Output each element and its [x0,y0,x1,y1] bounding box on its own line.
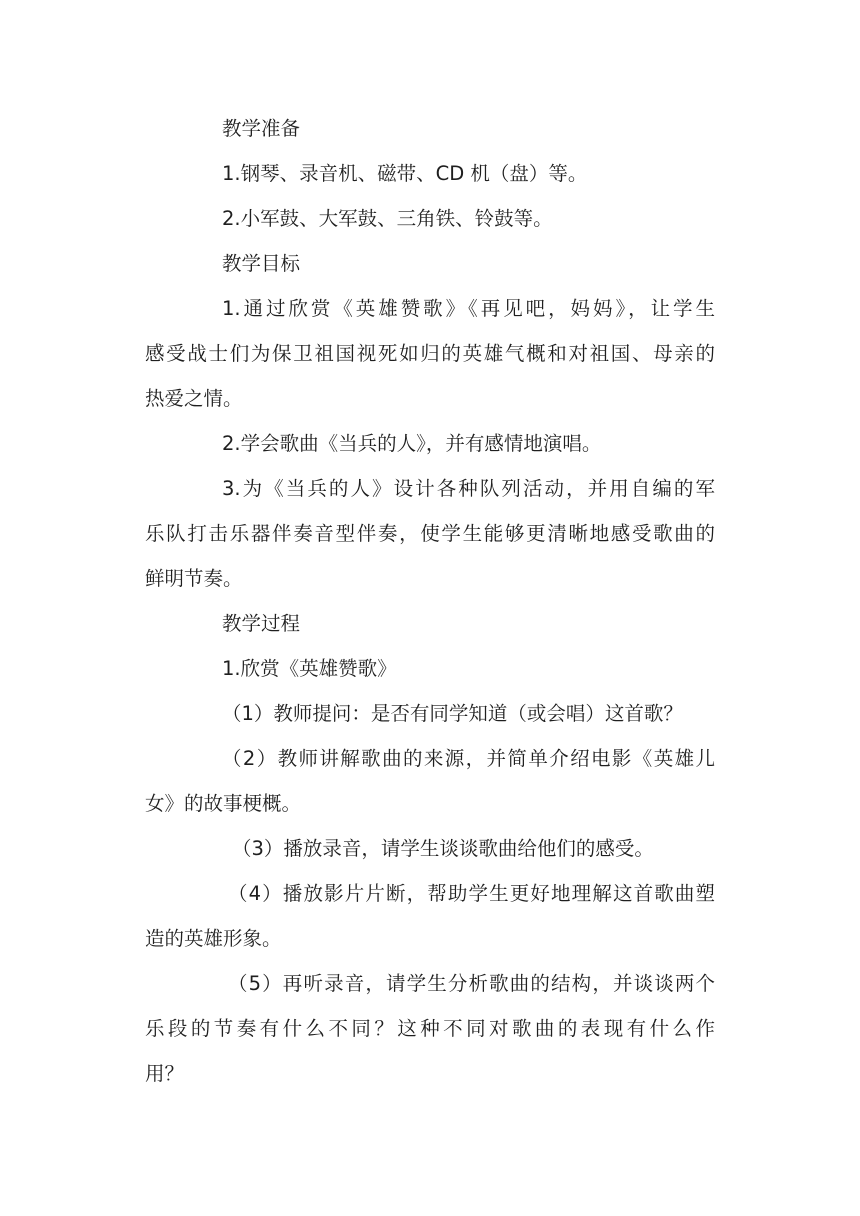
process-substep-5-line-2: 乐段的节奏有什么不同？这种不同对歌曲的表现有什么作 [145,1017,715,1040]
objective-2: 2.学会歌曲《当兵的人》，并有感情地演唱。 [222,432,602,455]
process-step-1-title: 1.欣赏《英雄赞歌》 [222,657,397,680]
process-substep-2-line-2: 女》的故事梗概。 [145,792,302,815]
objective-3-line-3: 鲜明节奏。 [145,567,243,590]
process-substep-2-line-1: （2）教师讲解歌曲的来源，并简单介绍电影《英雄儿 [222,747,715,770]
process-substep-5-line-3: 用？ [145,1062,185,1085]
objective-1-line-1: 1.通过欣赏《英雄赞歌》《再见吧，妈妈》，让学生 [222,297,715,320]
preparation-item-2: 2.小军鼓、大军鼓、三角铁、铃鼓等。 [222,207,553,230]
process-substep-3: （3）播放录音，请学生谈谈歌曲给他们的感受。 [232,837,654,860]
objective-3-line-2: 乐队打击乐器伴奏音型伴奏，使学生能够更清晰地感受歌曲的 [145,522,715,545]
process-substep-5-line-1: （5）再听录音，请学生分析歌曲的结构，并谈谈两个 [228,972,715,995]
heading-teaching-preparation: 教学准备 [222,117,301,140]
process-substep-4-line-2: 造的英雄形象。 [145,927,282,950]
process-substep-1: （1）教师提问：是否有同学知道（或会唱）这首歌？ [222,702,683,725]
preparation-item-1: 1.钢琴、录音机、磁带、CD 机（盘）等。 [222,162,588,185]
objective-3-line-1: 3.为《当兵的人》设计各种队列活动，并用自编的军 [222,477,715,500]
heading-teaching-objectives: 教学目标 [222,252,301,275]
document-body [145,106,715,1096]
objective-1-line-3: 热爱之情。 [145,387,243,410]
objective-1-line-2: 感受战士们为保卫祖国视死如归的英雄气概和对祖国、母亲的 [145,342,715,365]
process-substep-4-line-1: （4）播放影片片断，帮助学生更好地理解这首歌曲塑 [228,882,715,905]
heading-teaching-process: 教学过程 [222,612,301,635]
